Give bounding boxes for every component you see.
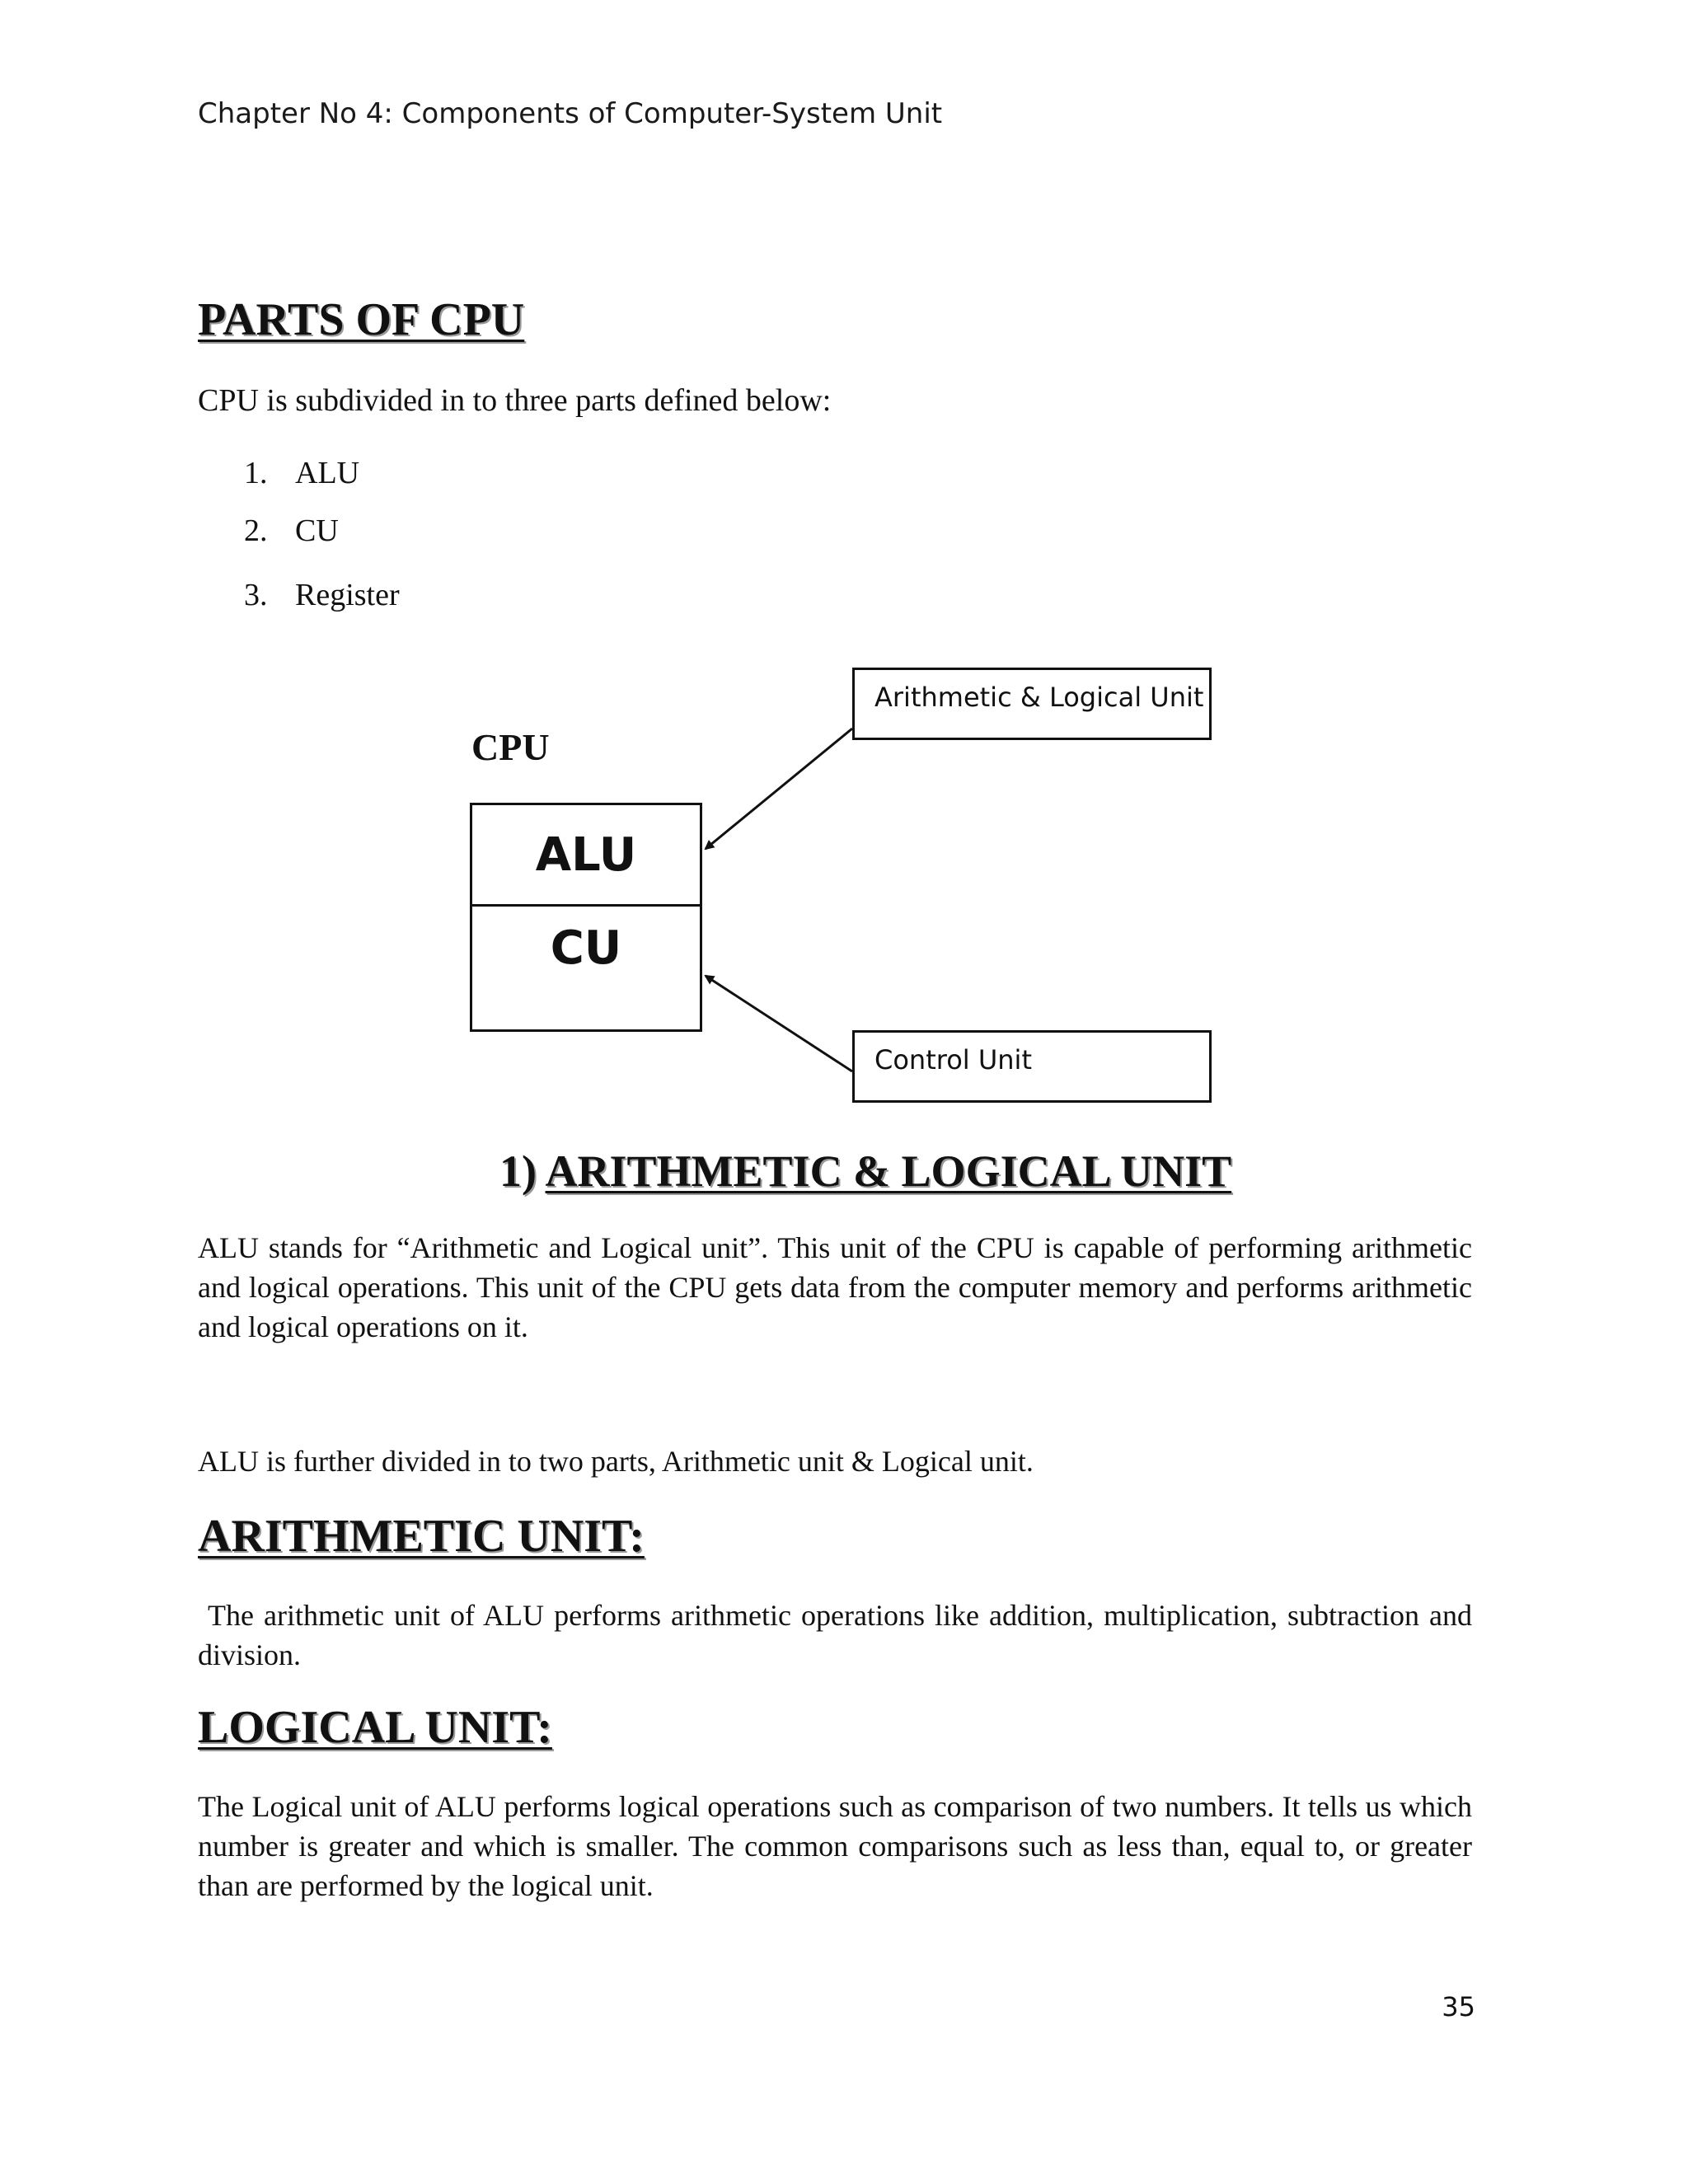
alu-divided-text: ALU is further divided in to two parts, Arithmetic unit & Logical unit. — [198, 1445, 1034, 1478]
logical-unit-paragraph: The Logical unit of ALU performs logical operations such as comparison of two numbers. It tells us which number is greater and which is smaller. The common comparisons such as less than, equal to, or greater than are performed by the logical unit. — [198, 1790, 1472, 1902]
parts-of-cpu-heading: PARTS OF CPU — [198, 294, 525, 345]
list-item-number: 2. — [244, 513, 268, 548]
page-number: 35 — [1442, 1991, 1475, 2022]
alu-section-heading — [499, 1146, 1231, 1197]
list-item-number: 1. — [244, 456, 268, 490]
list-item-number: 3. — [244, 578, 268, 612]
alu-callout-box: Arithmetic & Logical Unit — [852, 668, 1212, 740]
logical-unit-heading: LOGICAL UNIT: — [198, 1702, 552, 1753]
list-item-label: Register — [295, 578, 400, 612]
parts-intro-text: CPU is subdivided in to three parts defined below: — [198, 383, 832, 418]
list-item-label: CU — [295, 513, 339, 548]
cu-arrow — [706, 976, 852, 1071]
arithmetic-unit-heading: ARITHMETIC UNIT: — [198, 1511, 645, 1562]
alu-arrow — [706, 729, 852, 849]
chapter-header: Chapter No 4: Components of Computer-System Unit — [198, 97, 943, 130]
alu-section-number: 1) — [499, 1146, 537, 1196]
alu-box: ALU — [470, 803, 702, 907]
cu-box: CU — [470, 904, 702, 1032]
arithmetic-unit-paragraph: The arithmetic unit of ALU performs arithmetic operations like addition, multiplication, subtraction and division. — [198, 1599, 1479, 1671]
cu-callout-box: Control Unit — [852, 1030, 1212, 1103]
list-item-label: ALU — [295, 456, 360, 490]
alu-section-title: ARITHMETIC & LOGICAL UNIT — [545, 1146, 1232, 1196]
alu-paragraph: ALU stands for “Arithmetic and Logical unit”. This unit of the CPU is capable of performing arithmetic and logical operations. This unit of the CPU gets data from the computer memory and performs arithmetic and logical operations on it. — [198, 1231, 1472, 1343]
cpu-diagram-label: CPU — [471, 726, 550, 768]
